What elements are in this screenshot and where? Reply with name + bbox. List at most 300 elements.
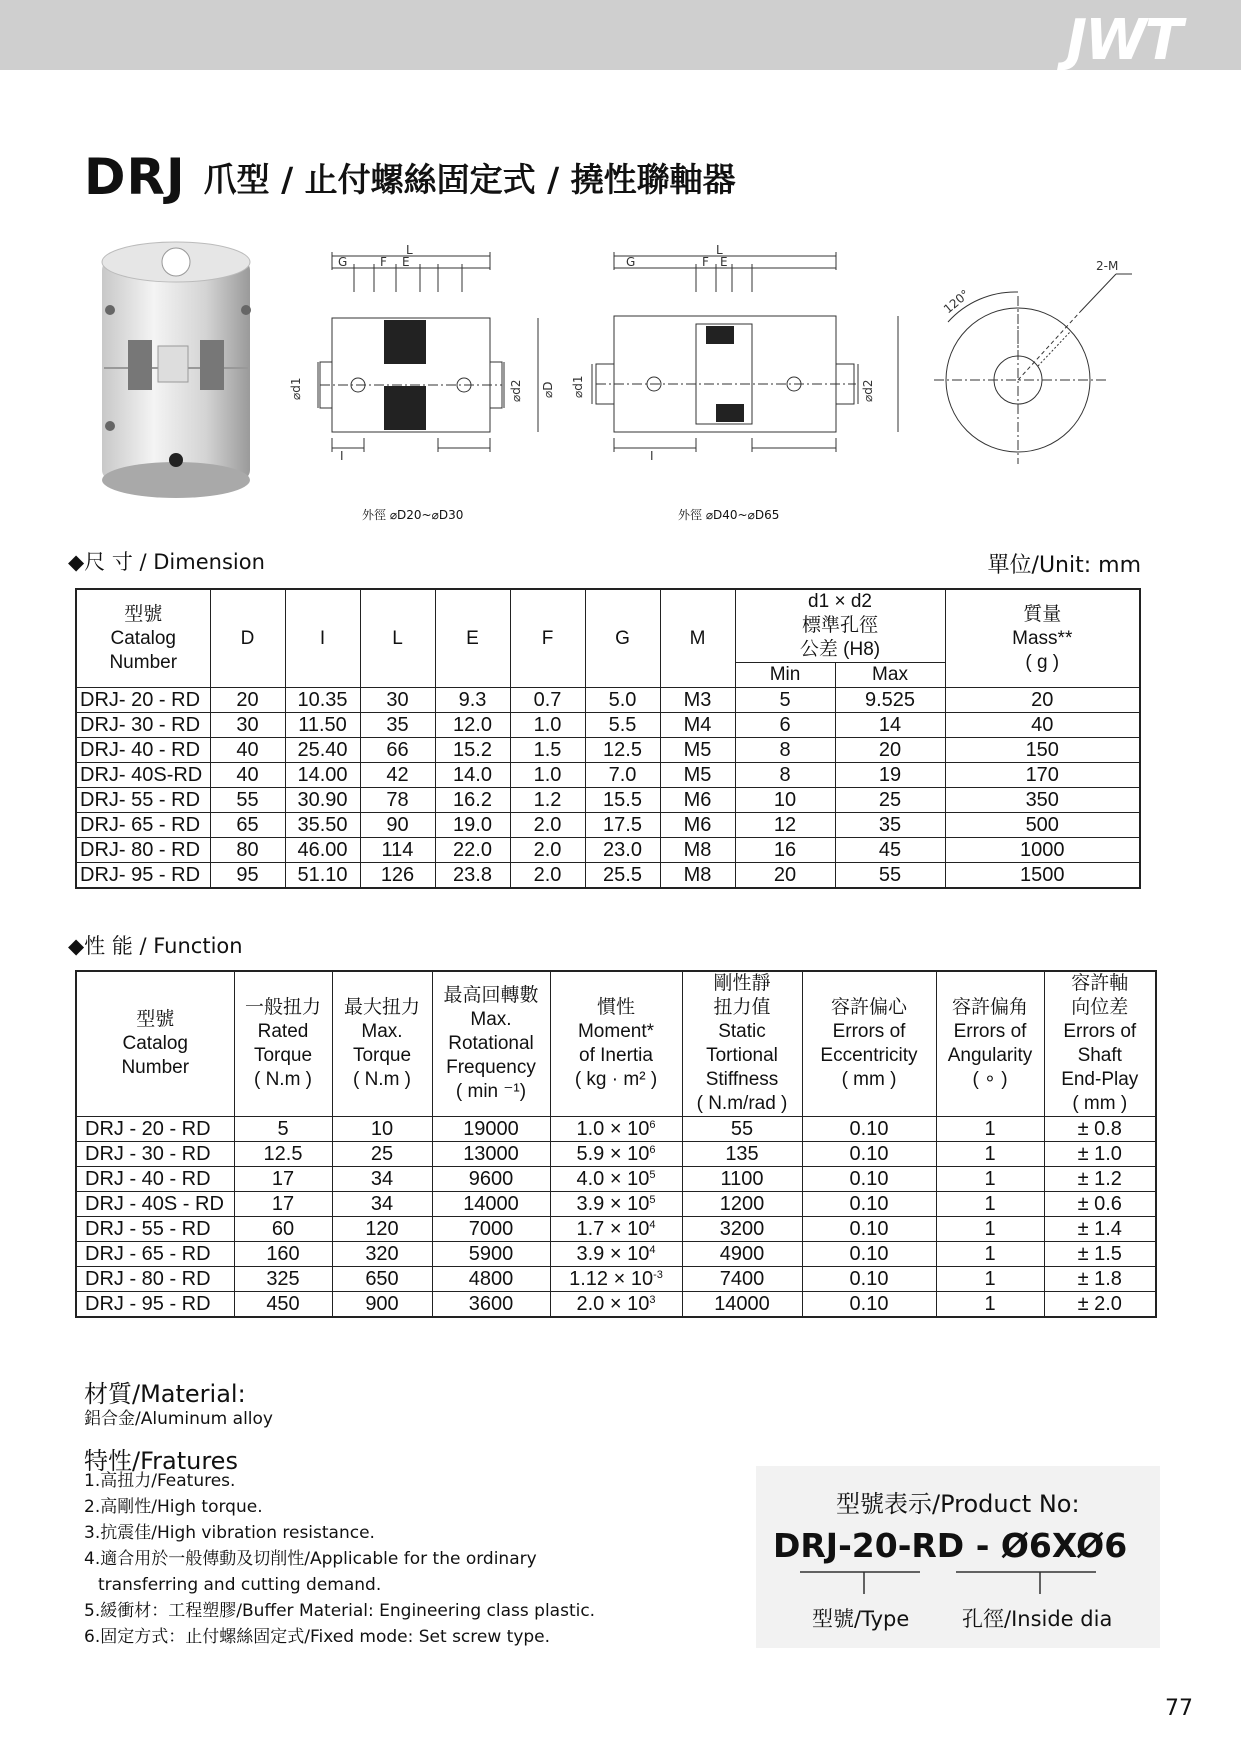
header-line: 容許偏心 xyxy=(830,997,907,1018)
header-line: of Inertia xyxy=(579,1045,653,1066)
header-line: Torque xyxy=(352,1045,412,1066)
cell: DRJ - 95 - RD xyxy=(76,1292,234,1318)
cell: M5 xyxy=(660,763,735,788)
features-list xyxy=(84,1468,595,1650)
inertia-mantissa: 3.9 xyxy=(576,1193,605,1215)
cell: 19 xyxy=(835,763,945,788)
cell: 1 xyxy=(936,1242,1044,1267)
unit-label: 單位/Unit: mm xyxy=(987,553,1141,578)
cell: 3600 xyxy=(432,1292,550,1318)
table-row xyxy=(76,788,1140,813)
inertia-mantissa: 3.9 xyxy=(576,1243,605,1265)
cell: DRJ - 40 - RD xyxy=(76,1167,234,1192)
list-item: 1.高扭力/Features. xyxy=(84,1471,236,1491)
cell xyxy=(550,1192,682,1217)
cell: 15.2 xyxy=(435,738,510,763)
header-line: Rated xyxy=(257,1021,309,1042)
cell: 25.40 xyxy=(285,738,360,763)
header-line: Max. xyxy=(361,1021,403,1042)
col-bore xyxy=(735,589,945,663)
cell xyxy=(550,1117,682,1142)
coupling-photo xyxy=(96,240,256,498)
header-line: Mass** xyxy=(1012,627,1073,649)
list-item: transferring and cutting demand. xyxy=(98,1575,382,1595)
table-row xyxy=(76,1142,1156,1167)
cell: 30 xyxy=(360,688,435,713)
cell: DRJ- 80 - RD xyxy=(76,838,210,863)
table-row xyxy=(76,813,1140,838)
cell: 14.0 xyxy=(435,763,510,788)
cell: ± 0.8 xyxy=(1044,1117,1156,1142)
header-line: Catalog xyxy=(110,627,176,649)
cell: 1100 xyxy=(682,1167,802,1192)
cell: 4800 xyxy=(432,1267,550,1292)
inertia-exponent: 6 xyxy=(649,1119,656,1131)
cell: 19.0 xyxy=(435,813,510,838)
drawing-large-caption: 外徑 ⌀D40~⌀D65 xyxy=(678,508,780,522)
dim-label-d1-2: ⌀d1 xyxy=(571,375,585,398)
cell xyxy=(550,1142,682,1167)
cell: 0.10 xyxy=(802,1117,936,1142)
header-line: Errors of xyxy=(953,1021,1027,1042)
col-mass xyxy=(945,589,1140,688)
cell: 16 xyxy=(735,838,835,863)
table-row xyxy=(76,1167,1156,1192)
header-line: 標準孔徑 xyxy=(801,615,878,636)
col-inertia xyxy=(550,971,682,1117)
header-line: Errors of xyxy=(1063,1021,1137,1042)
cell: DRJ - 65 - RD xyxy=(76,1242,234,1267)
cell: M6 xyxy=(660,788,735,813)
header-line: Torque xyxy=(253,1045,313,1066)
cell: 35 xyxy=(835,813,945,838)
cell: 160 xyxy=(234,1242,332,1267)
cell: 10 xyxy=(332,1117,432,1142)
cell: 35.50 xyxy=(285,813,360,838)
cell: 8 xyxy=(735,738,835,763)
cell: 450 xyxy=(234,1292,332,1318)
product-code-brackets xyxy=(800,1568,1120,1604)
cell: M6 xyxy=(660,813,735,838)
cell: 1500 xyxy=(945,863,1140,889)
product-type-label: 型號/Type xyxy=(812,1607,910,1631)
inertia-base: × 10 xyxy=(609,1293,650,1315)
title-subtitle: 爪型 / 止付螺絲固定式 / 撓性聯軸器 xyxy=(203,159,736,199)
dim-label-f: F xyxy=(380,255,387,269)
col-rated-torque xyxy=(234,971,332,1117)
dim-label-i: I xyxy=(340,449,344,463)
cell: 7.0 xyxy=(585,763,660,788)
table-row xyxy=(76,863,1140,889)
col-max-torque xyxy=(332,971,432,1117)
cell: 0.10 xyxy=(802,1142,936,1167)
cell: 66 xyxy=(360,738,435,763)
cell: 320 xyxy=(332,1242,432,1267)
inertia-base: × 10 xyxy=(609,1218,650,1240)
cell: 350 xyxy=(945,788,1140,813)
cell: 650 xyxy=(332,1267,432,1292)
header-line: Angularity xyxy=(947,1045,1033,1066)
cell: 1 xyxy=(936,1192,1044,1217)
header-bar xyxy=(0,0,1241,73)
header-line: 剛性靜 xyxy=(713,973,771,994)
col-catalog xyxy=(76,971,234,1117)
dim-label-angle: 120° xyxy=(940,286,973,317)
header-line: Max. xyxy=(470,1009,512,1030)
inertia-exponent: 6 xyxy=(649,1144,656,1156)
cell: 2.0 xyxy=(510,838,585,863)
header-line: Number xyxy=(109,651,178,673)
cell: 114 xyxy=(360,838,435,863)
cell: ± 1.4 xyxy=(1044,1217,1156,1242)
cell: 9.3 xyxy=(435,688,510,713)
cell: 40 xyxy=(945,713,1140,738)
cell: 1.0 xyxy=(510,763,585,788)
dim-label-i2: I xyxy=(650,449,654,463)
header-line: End-Play xyxy=(1061,1069,1139,1090)
header-line: ( mm ) xyxy=(841,1069,897,1090)
inertia-exponent: 5 xyxy=(649,1169,656,1181)
col-m: M xyxy=(660,589,735,688)
cell: ± 1.5 xyxy=(1044,1242,1156,1267)
cell: 51.10 xyxy=(285,863,360,889)
col-i: I xyxy=(285,589,360,688)
cell: DRJ- 55 - RD xyxy=(76,788,210,813)
material-body: 鋁合金/Aluminum alloy xyxy=(84,1409,273,1429)
product-no-heading: 型號表示/Product No: xyxy=(836,1490,1080,1518)
function-heading: ◆性 能 / Function xyxy=(68,934,243,958)
list-item: 6.固定方式：止付螺絲固定式/Fixed mode: Set screw type. xyxy=(84,1627,551,1647)
cell: M5 xyxy=(660,738,735,763)
dim-label-l: L xyxy=(406,243,413,257)
cell: 14 xyxy=(835,713,945,738)
cell: ± 1.8 xyxy=(1044,1267,1156,1292)
inertia-mantissa: 2.0 xyxy=(576,1293,605,1315)
cell: 78 xyxy=(360,788,435,813)
page-number: 77 xyxy=(1165,1696,1193,1721)
table-row xyxy=(76,1267,1156,1292)
cell xyxy=(550,1267,682,1292)
cell xyxy=(550,1167,682,1192)
cell: M8 xyxy=(660,863,735,889)
cell: 0.7 xyxy=(510,688,585,713)
inertia-exponent: 3 xyxy=(649,1294,656,1306)
table-row xyxy=(76,1242,1156,1267)
cell: 34 xyxy=(332,1192,432,1217)
cell: M8 xyxy=(660,838,735,863)
col-l: L xyxy=(360,589,435,688)
cell: DRJ - 40S - RD xyxy=(76,1192,234,1217)
dim-label-e: E xyxy=(402,255,410,269)
cell: 0.10 xyxy=(802,1242,936,1267)
inertia-mantissa: 1.12 xyxy=(569,1268,609,1290)
cell: 1 xyxy=(936,1292,1044,1318)
page-title xyxy=(84,148,736,206)
cell: DRJ - 55 - RD xyxy=(76,1217,234,1242)
cell: 16.2 xyxy=(435,788,510,813)
cell: 9.525 xyxy=(835,688,945,713)
cell: 2.0 xyxy=(510,863,585,889)
inertia-mantissa: 5.9 xyxy=(576,1143,605,1165)
header-line: Moment* xyxy=(577,1021,655,1042)
cell: 14000 xyxy=(432,1192,550,1217)
col-angularity xyxy=(936,971,1044,1117)
cell: 12.5 xyxy=(234,1142,332,1167)
cell: 0.10 xyxy=(802,1267,936,1292)
cell: DRJ- 95 - RD xyxy=(76,863,210,889)
header-line: 一般扭力 xyxy=(244,997,321,1018)
drawing-small-caption: 外徑 ⌀D20~⌀D30 xyxy=(362,508,464,522)
table-row xyxy=(76,688,1140,713)
cell: 1 xyxy=(936,1167,1044,1192)
features-heading: 特性/Fratures xyxy=(84,1447,238,1475)
dim-label-e2: E xyxy=(720,255,728,269)
cell: 0.10 xyxy=(802,1292,936,1318)
cell: 126 xyxy=(360,863,435,889)
cell: 25.5 xyxy=(585,863,660,889)
dim-label-l2: L xyxy=(716,243,723,257)
inertia-base: × 10 xyxy=(609,1243,650,1265)
table-row xyxy=(76,763,1140,788)
cell: 25 xyxy=(332,1142,432,1167)
cell: 20 xyxy=(735,863,835,889)
list-item: 2.高剛性/High torque. xyxy=(84,1497,263,1517)
cell: 46.00 xyxy=(285,838,360,863)
table-row xyxy=(76,1117,1156,1142)
header-line: d1 × d2 xyxy=(808,591,872,612)
cell: 1200 xyxy=(682,1192,802,1217)
cell: 325 xyxy=(234,1267,332,1292)
col-max: Max xyxy=(835,663,945,688)
dim-label-d2: ⌀d2 xyxy=(509,379,523,402)
cell: DRJ- 65 - RD xyxy=(76,813,210,838)
drawing-end-view xyxy=(920,252,1140,452)
header-line: 型號 xyxy=(124,603,163,625)
drawing-small-coupling xyxy=(280,243,562,464)
cell: 25 xyxy=(835,788,945,813)
cell: 5 xyxy=(234,1117,332,1142)
cell: ± 0.6 xyxy=(1044,1192,1156,1217)
cell: 45 xyxy=(835,838,945,863)
cell: ± 1.0 xyxy=(1044,1142,1156,1167)
cell xyxy=(550,1242,682,1267)
cell: 150 xyxy=(945,738,1140,763)
header-line: Errors of xyxy=(832,1021,906,1042)
cell: 3200 xyxy=(682,1217,802,1242)
header-line: Catalog xyxy=(122,1033,188,1054)
cell: 17 xyxy=(234,1192,332,1217)
dimension-table xyxy=(75,588,1141,889)
col-min: Min xyxy=(735,663,835,688)
header-line: 最高回轉數 xyxy=(443,985,539,1006)
cell: 10.35 xyxy=(285,688,360,713)
cell: DRJ- 40 - RD xyxy=(76,738,210,763)
table-row xyxy=(76,738,1140,763)
header-line: 容許偏角 xyxy=(951,997,1028,1018)
col-g: G xyxy=(585,589,660,688)
cell: 170 xyxy=(945,763,1140,788)
cell: 13000 xyxy=(432,1142,550,1167)
inertia-exponent: 5 xyxy=(649,1194,656,1206)
cell: 30 xyxy=(210,713,285,738)
table-row xyxy=(76,713,1140,738)
header-line: ( min ⁻¹) xyxy=(455,1081,527,1102)
cell: 80 xyxy=(210,838,285,863)
table-row xyxy=(76,838,1140,863)
col-d: D xyxy=(210,589,285,688)
product-code: DRJ-20-RD - Ø6XØ6 xyxy=(773,1526,1128,1565)
cell: 1 xyxy=(936,1267,1044,1292)
table-row xyxy=(76,1217,1156,1242)
inertia-mantissa: 1.0 xyxy=(576,1118,605,1140)
list-item: 3.抗震佳/High vibration resistance. xyxy=(84,1523,375,1543)
dim-label-d: ⌀D xyxy=(541,381,555,398)
cell: M3 xyxy=(660,688,735,713)
cell: M4 xyxy=(660,713,735,738)
cell: 10 xyxy=(735,788,835,813)
inertia-exponent: 4 xyxy=(649,1219,656,1231)
cell: 2.0 xyxy=(510,813,585,838)
brand-logo: JWT xyxy=(1066,8,1181,73)
cell: 12.0 xyxy=(435,713,510,738)
cell: 55 xyxy=(210,788,285,813)
inertia-base: × 10 xyxy=(609,1143,650,1165)
header-line: Eccentricity xyxy=(820,1045,918,1066)
cell: 11.50 xyxy=(285,713,360,738)
dim-label-g: G xyxy=(338,255,348,269)
cell: 55 xyxy=(682,1117,802,1142)
cell: DRJ- 30 - RD xyxy=(76,713,210,738)
cell: 1.5 xyxy=(510,738,585,763)
cell: 5.5 xyxy=(585,713,660,738)
product-dia-label: 孔徑/Inside dia xyxy=(962,1607,1113,1631)
cell: 19000 xyxy=(432,1117,550,1142)
cell xyxy=(550,1292,682,1318)
cell: 40 xyxy=(210,763,285,788)
cell: DRJ- 40S-RD xyxy=(76,763,210,788)
header-line: 質量 xyxy=(1023,603,1062,625)
header-line: Shaft xyxy=(1077,1045,1122,1066)
header-line: 慣性 xyxy=(596,997,635,1018)
cell: 8 xyxy=(735,763,835,788)
inertia-exponent: -3 xyxy=(653,1269,663,1281)
header-line: ( N.m ) xyxy=(253,1069,313,1090)
cell: 4900 xyxy=(682,1242,802,1267)
cell: 12 xyxy=(735,813,835,838)
header-line: ( N.m/rad ) xyxy=(696,1093,788,1114)
col-stiffness xyxy=(682,971,802,1117)
cell: ± 2.0 xyxy=(1044,1292,1156,1318)
header-line: 最大扭力 xyxy=(343,997,420,1018)
header-line: ( g ) xyxy=(1025,651,1060,673)
dim-label-g2: G xyxy=(626,255,636,269)
cell: 22.0 xyxy=(435,838,510,863)
drawing-large-coupling xyxy=(566,243,906,464)
dim-label-d1: ⌀d1 xyxy=(289,377,303,400)
header-line: ( N.m ) xyxy=(352,1069,412,1090)
cell: 1.2 xyxy=(510,788,585,813)
cell xyxy=(550,1217,682,1242)
cell: 135 xyxy=(682,1142,802,1167)
header-line: Static xyxy=(718,1021,766,1042)
cell: 20 xyxy=(210,688,285,713)
header-line: 公差 (H8) xyxy=(799,639,881,660)
inertia-mantissa: 4.0 xyxy=(576,1168,605,1190)
header-line: 容許軸 xyxy=(1071,973,1129,994)
cell: 120 xyxy=(332,1217,432,1242)
cell: 0.10 xyxy=(802,1192,936,1217)
list-item: 4.適合用於一般傳動及切削性/Applicable for the ordinary xyxy=(84,1549,537,1569)
inertia-base: × 10 xyxy=(609,1118,650,1140)
cell: 20 xyxy=(945,688,1140,713)
cell: DRJ - 20 - RD xyxy=(76,1117,234,1142)
cell: 1.0 xyxy=(510,713,585,738)
inertia-mantissa: 1.7 xyxy=(576,1218,605,1240)
cell: 7000 xyxy=(432,1217,550,1242)
cell: 15.5 xyxy=(585,788,660,813)
header-line: 扭力值 xyxy=(713,997,771,1018)
inertia-exponent: 4 xyxy=(649,1244,656,1256)
col-f: F xyxy=(510,589,585,688)
header-line: ( kg · m² ) xyxy=(574,1069,658,1090)
cell: 20 xyxy=(835,738,945,763)
header-line: Rotational xyxy=(448,1033,534,1054)
cell: 12.5 xyxy=(585,738,660,763)
cell: 35 xyxy=(360,713,435,738)
dim-label-d2-2: ⌀d2 xyxy=(861,379,875,402)
title-code: DRJ xyxy=(84,148,186,206)
cell: 55 xyxy=(835,863,945,889)
dimension-heading: ◆尺 寸 / Dimension xyxy=(68,550,265,574)
function-table xyxy=(75,970,1157,1318)
header-line: ( ∘ ) xyxy=(972,1069,1008,1090)
cell: 17.5 xyxy=(585,813,660,838)
cell: 7400 xyxy=(682,1267,802,1292)
cell: 90 xyxy=(360,813,435,838)
dim-label-m: 2-M xyxy=(1096,259,1119,273)
cell: 9600 xyxy=(432,1167,550,1192)
cell: 14.00 xyxy=(285,763,360,788)
cell: 95 xyxy=(210,863,285,889)
inertia-base: × 10 xyxy=(613,1268,654,1290)
cell: 14000 xyxy=(682,1292,802,1318)
cell: 42 xyxy=(360,763,435,788)
cell: ± 1.2 xyxy=(1044,1167,1156,1192)
cell: 34 xyxy=(332,1167,432,1192)
header-line: Frequency xyxy=(446,1057,536,1078)
cell: 5900 xyxy=(432,1242,550,1267)
cell: 500 xyxy=(945,813,1140,838)
cell: 60 xyxy=(234,1217,332,1242)
cell: 5 xyxy=(735,688,835,713)
cell: 6 xyxy=(735,713,835,738)
cell: DRJ - 80 - RD xyxy=(76,1267,234,1292)
inertia-base: × 10 xyxy=(609,1193,650,1215)
cell: 17 xyxy=(234,1167,332,1192)
cell: 30.90 xyxy=(285,788,360,813)
col-eccentricity xyxy=(802,971,936,1117)
cell: DRJ - 30 - RD xyxy=(76,1142,234,1167)
header-line: Tortional xyxy=(706,1045,778,1066)
table-row xyxy=(76,1192,1156,1217)
cell: 0.10 xyxy=(802,1217,936,1242)
col-catalog xyxy=(76,589,210,688)
cell: 23.8 xyxy=(435,863,510,889)
dim-label-f2: F xyxy=(702,255,709,269)
cell: 1 xyxy=(936,1142,1044,1167)
cell: 40 xyxy=(210,738,285,763)
header-line: 向位差 xyxy=(1071,997,1129,1018)
